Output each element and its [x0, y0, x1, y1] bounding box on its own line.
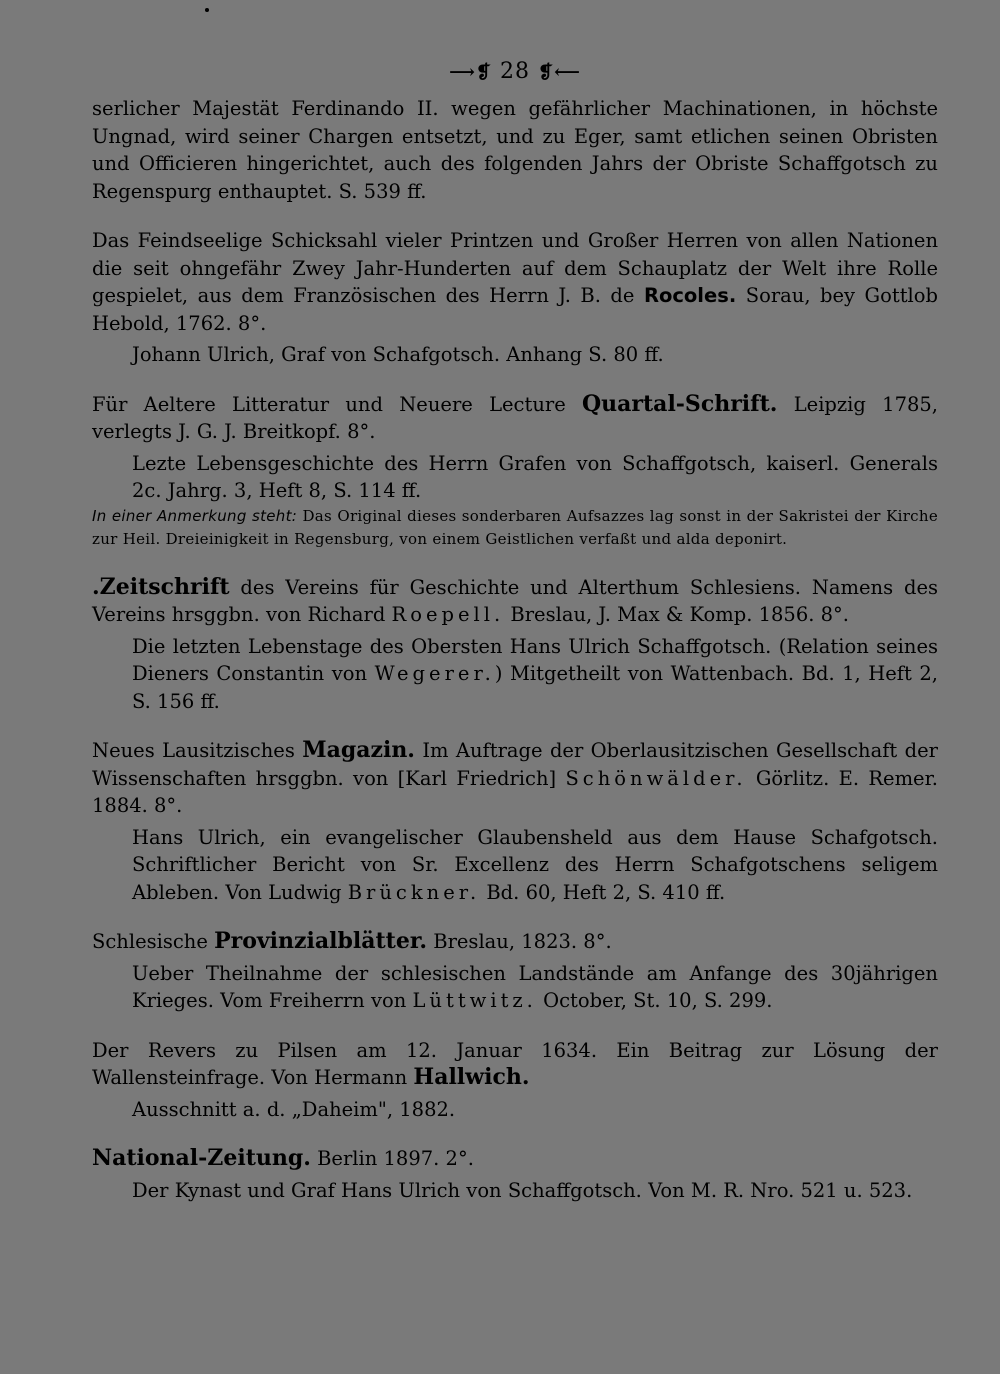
entry-citation	[92, 737, 938, 820]
publication-title: Provinzialblätter.	[214, 928, 428, 954]
citation-text: Berlin 1897. 2°.	[310, 1147, 474, 1170]
person-name: Wegerer.	[374, 662, 495, 685]
publication-title: .Zeitschrift	[92, 573, 230, 600]
entry-article: Lezte Lebensgeschichte des Herrn Grafen von Schaffgotsch, kaiserl. Generals 2c. Jahrg. 3, Heft 8, S. 114 ff.	[132, 451, 938, 502]
page-header	[92, 56, 938, 89]
print-speck	[205, 8, 209, 12]
publication-title: Magazin.	[302, 737, 415, 763]
citation-text: Görlitz. E. Remer. 1884. 8°.	[92, 766, 938, 817]
citation-text: Schlesische	[92, 930, 215, 953]
citation-text: Der Revers zu Pilsen am 12. Januar 1634. Ein Beitrag zur Lösung der Wallensteinfrage. Von Hermann	[92, 1038, 938, 1089]
article-text: ) Mitgetheilt von Wattenbach. Bd. 1, Heft 2, S. 156 ff.	[132, 662, 938, 713]
citation-text: des Vereins für Geschichte und Alterthum Schlesiens. Namens des Vereins hrsggbn. von Richard	[92, 575, 938, 626]
entry-article	[92, 960, 938, 1015]
editor-name: Schönwälder.	[565, 766, 747, 790]
bibliography-entry-national-zeitung	[92, 1145, 938, 1204]
editor-name: Roepell.	[391, 603, 505, 626]
citation-text: Breslau, 1823. 8°.	[427, 930, 612, 953]
entry-article: Ausschnitt a. d. „Daheim", 1882.	[132, 1097, 456, 1121]
citation-text: Neues Lausitzisches	[92, 739, 303, 762]
citation-text: Leipzig 1785, verlegts J. G. J. Breitkopf. 8°.	[92, 392, 938, 443]
citation-text: Für Aeltere Litteratur und Neuere Lecture	[92, 392, 583, 416]
bibliography-entry-magazin	[92, 737, 938, 906]
article-text: October, St. 10, S. 299.	[536, 989, 773, 1012]
person-name: Lüttwitz.	[412, 989, 537, 1012]
publication-title: Quartal-Schrift.	[582, 390, 778, 417]
publication-title: National-Zeitung.	[92, 1145, 311, 1171]
bibliography-entry-provinzialblaetter	[92, 928, 938, 1015]
entry-article: Johann Ulrich, Graf von Schafgotsch. Anhang S. 80 ff.	[132, 343, 664, 366]
entry-article	[92, 633, 938, 716]
article-text: Bd. 60, Heft 2, S. 410 ff.	[480, 880, 726, 904]
header-ornament-right: ❡⟵	[538, 62, 581, 83]
entry-article	[92, 824, 938, 907]
entry-citation	[92, 227, 938, 337]
entry-note	[92, 505, 938, 552]
page-number: 28	[500, 59, 530, 84]
author-name: Rocoles.	[643, 284, 737, 307]
header-ornament-left: ⟶❡	[449, 62, 492, 83]
entry-citation	[92, 1037, 938, 1092]
citation-text: Das Feindseelige Schicksahl vieler Printzen und Großer Herren von allen Nationen die seit ohngefähr Zwey Jahr-Hunderten auf dem Schauplatz der Welt ihre Rolle gespielet, aus dem Französischen des Herrn J. B. de	[92, 229, 938, 307]
citation-text: Sorau, bey Gottlob Hebold, 1762. 8°.	[92, 284, 938, 335]
bibliography-entry-quartal-schrift	[92, 391, 938, 552]
document-page	[92, 56, 938, 1204]
entry-citation	[92, 574, 938, 629]
article-text: Ueber Theilnahme der schlesischen Landstände am Anfange des 30jährigen Krieges. Vom Freiherrn von	[132, 961, 938, 1012]
bibliography-entry-zeitschrift	[92, 574, 938, 716]
note-text: Das Original dieses sonderbaren Aufsazzes lag sonst in der Sakristei der Kirche zur Heil. Dreieinigkeit in Regensburg, von einem Geistlichen verfaßt und alda deponirt.	[92, 506, 939, 548]
person-name: Brückner.	[347, 880, 481, 904]
entry-article: Der Kynast und Graf Hans Ulrich von Schaffgotsch. Von M. R. Nro. 521 u. 523.	[132, 1178, 913, 1202]
entry-citation	[92, 1145, 938, 1173]
bibliography-entry-revers-pilsen	[92, 1037, 938, 1124]
note-lead: In einer Anmerkung steht:	[92, 506, 298, 525]
article-text: Die letzten Lebenstage des Obersten Hans Ulrich Schaffgotsch. (Relation seines Dieners Constantin von	[132, 634, 938, 685]
entry-citation	[92, 928, 938, 956]
article-text: Hans Ulrich, ein evangelischer Glaubensheld aus dem Hause Schafgotsch. Schriftlicher Bericht von Sr. Excellenz des Herrn Schafgotschens seligem Ableben. Von Ludwig	[132, 825, 938, 904]
entry-citation	[92, 391, 938, 446]
citation-text: Breslau, J. Max & Komp. 1856. 8°.	[504, 603, 849, 626]
citation-text: Im Auftrage der Oberlausitzischen Gesellschaft der Wissenschaften hrsggbn. von [Karl Friedrich]	[92, 739, 938, 790]
bibliography-entry-rocoles	[92, 227, 938, 369]
author-name: Hallwich.	[413, 1064, 530, 1090]
continuation-paragraph: serlicher Majestät Ferdinando II. wegen gefährlicher Machinationen, in höchste Ungnad, wird seiner Chargen entsetzt, und zu Eger, samt etlichen seinen Obristen und Officieren hingerichtet, auch des folgenden Jahrs der Obriste Schaffgotsch zu Regenspurg enthauptet. S. 539 ff.	[92, 97, 938, 203]
